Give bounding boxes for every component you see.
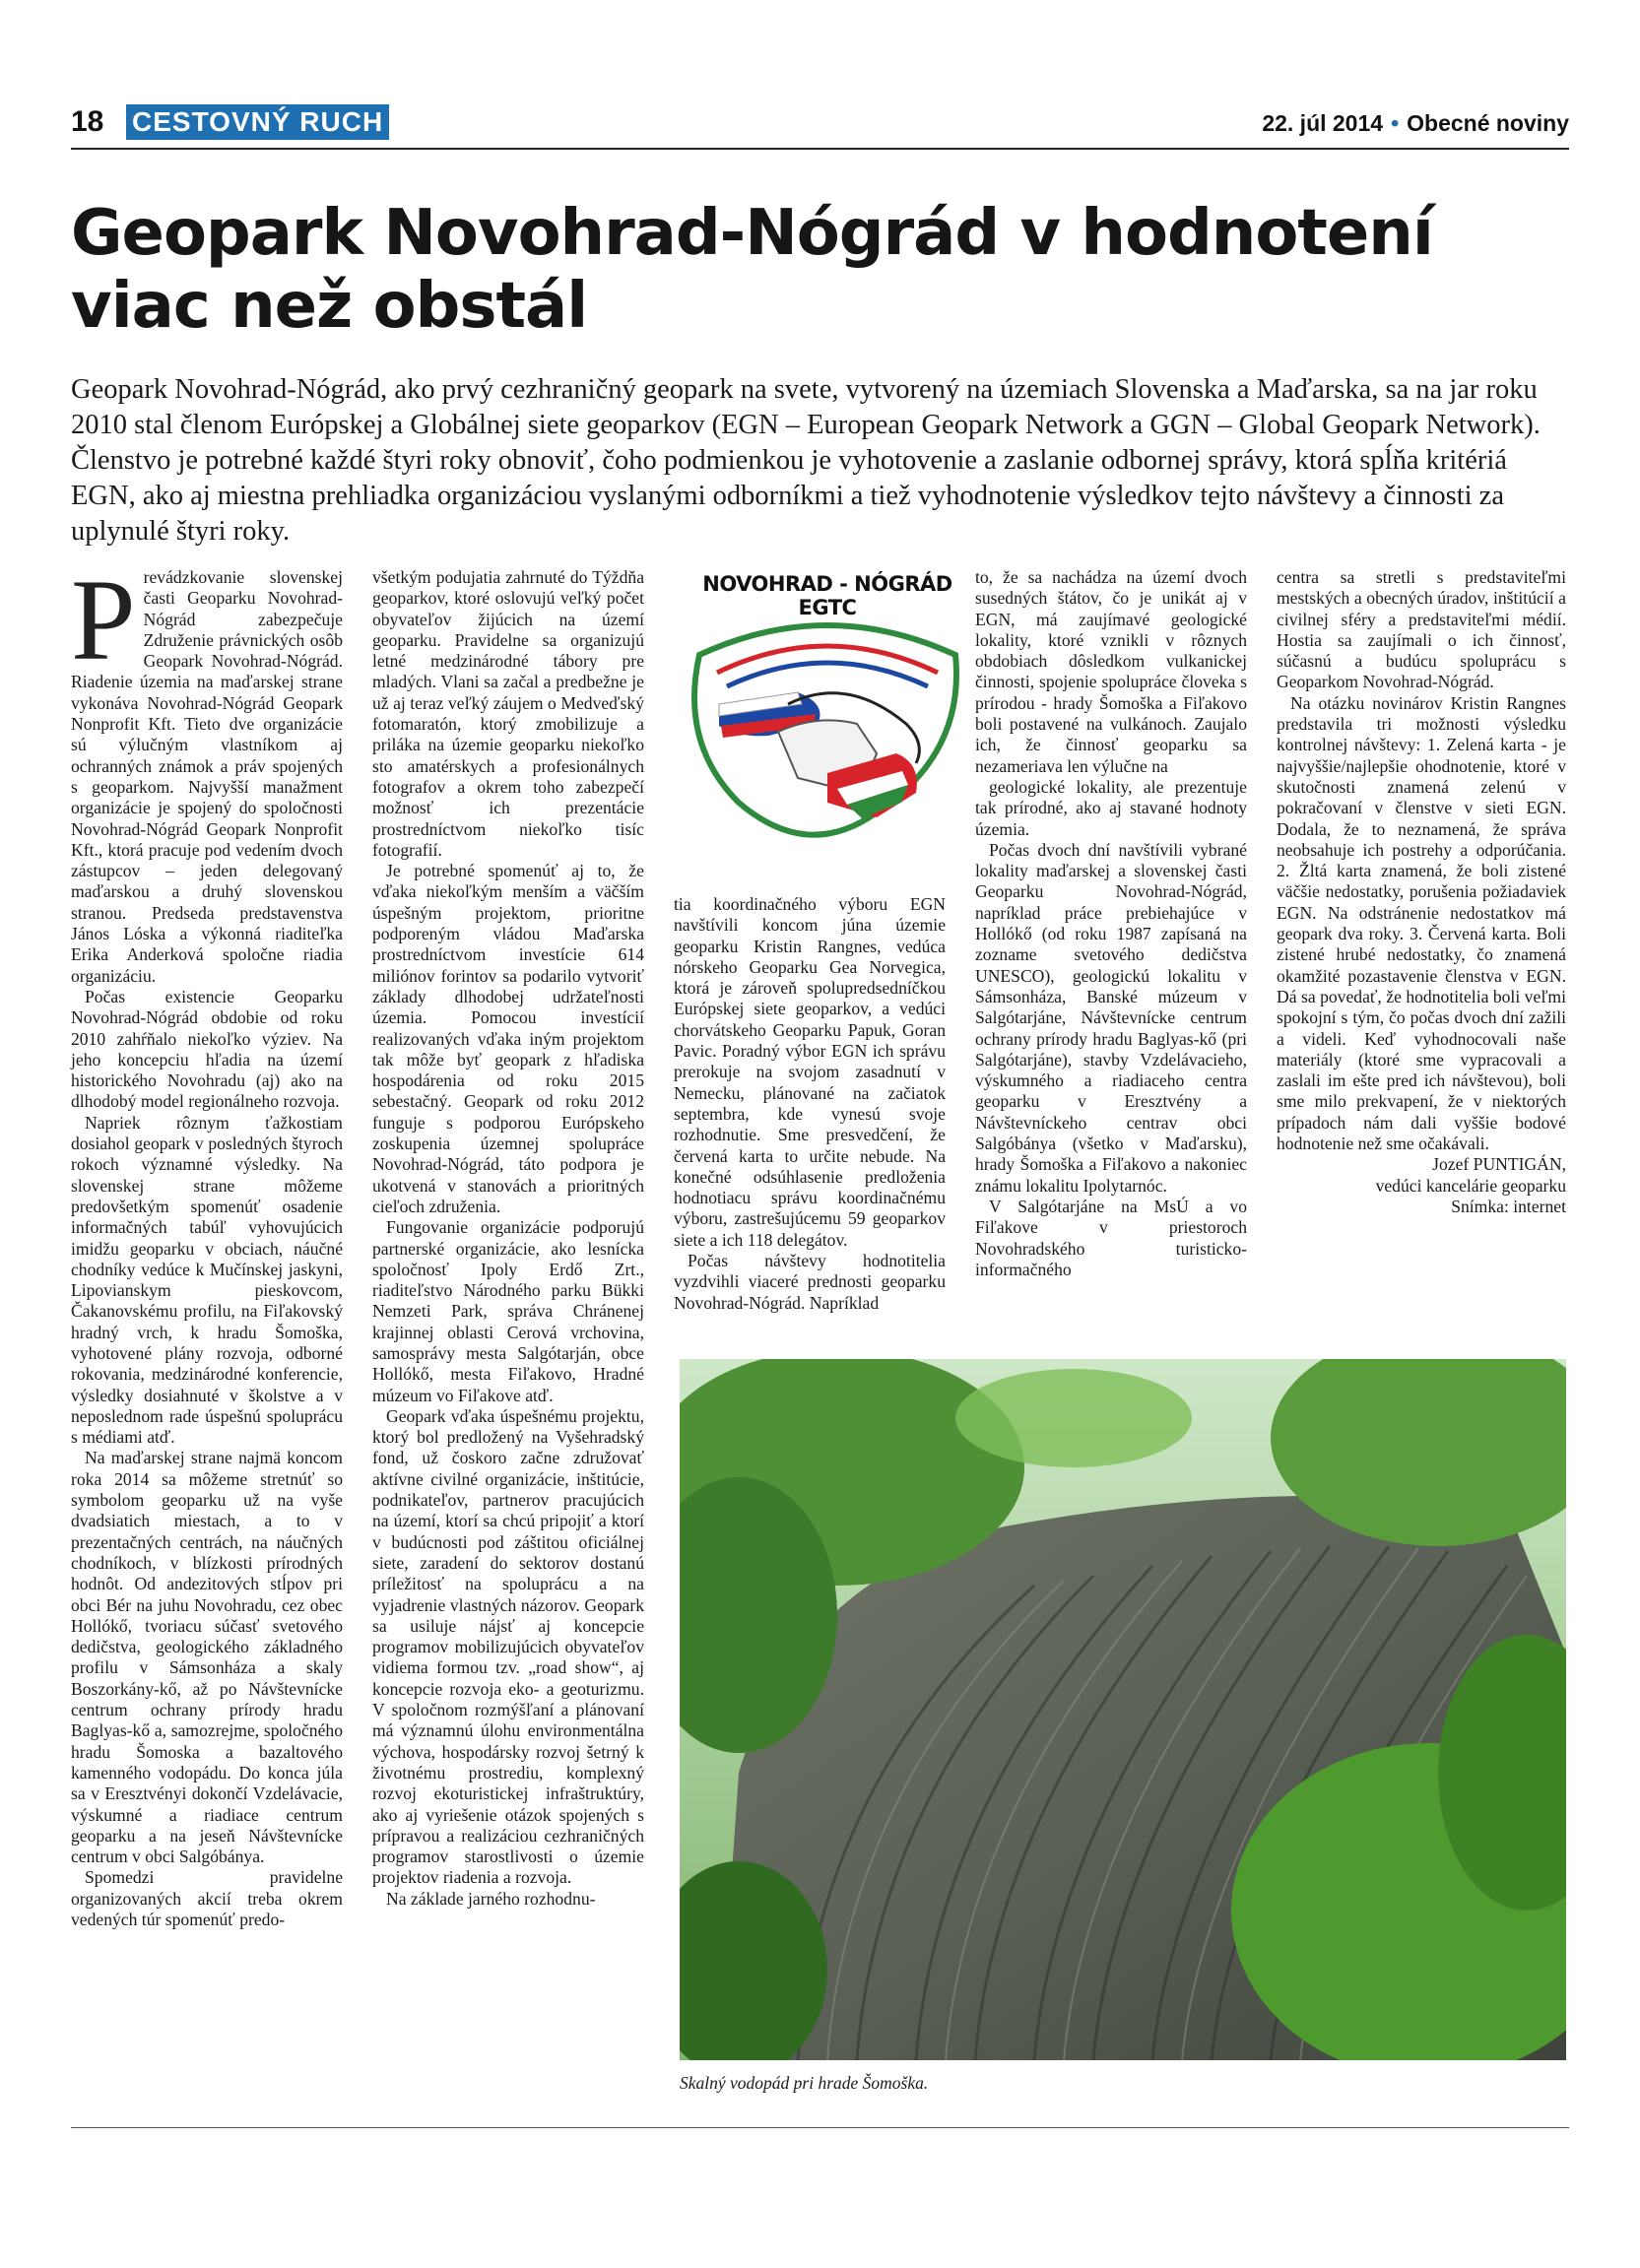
author-name: Jozef PUNTIGÁN, bbox=[1432, 1154, 1566, 1175]
headline-line-2: viac než obstál bbox=[71, 270, 588, 343]
article-lead: Geopark Novohrad-Nógrád, ako prvý cezhraničný geopark na svete, vytvorený na územiach Slovenska a Maďarska, sa na jar roku 2010 stal členom Európskej a Globálnej siete geoparkov (EGN – European Geopark Network a GGN – Global Geopark Network). Členstvo je potrebné každé štyri roky obnoviť, čoho podmienkou je vyhotovenie a zaslanie odbornej správy, ktorá spĺňa kritériá EGN, ako aj miestna prehliadka organizáciou vyslanými odborníkmi a tiež vyhodnotenie výsledkov tejto návštevy a činnosti za uplynulé štyri roky. bbox=[71, 374, 1541, 547]
paragraph: Geopark vďaka úspešnému projektu, ktorý bol predložený na Vyšehradský fond, už čoskoro začne združovať aktívne civilné organizácie, inštitúcie, podnikateľov, partnerov pracujúcich na území, ktorí sa chcú pripojiť a ktorí v budúcnosti pod záštitou oficiálnej siete, zaradení do sektorov dostanú príležitosť na spoluprácu a na vyjadrenie vlastných názorov. Geopark sa usiluje nájsť aj koncepcie programov mobilizujúcich obyvateľov vidiema formou tzv. „road show“, aj koncepcie rozvoja eko- a geoturizmu. V spoločnom rozmýšľaní a plánovaní má významnú úlohu environmentálna výchova, hospodársky rozvoj šetrný k životnému prostrediu, komplexný rozvoj ekoturistickej infraštruktúry, ako aj vyriešenie otázok spojených s prípravou a realizáciou cezhraničných programov starostlivosti o územie projektov riadenia a rozvoja. bbox=[372, 1405, 644, 1888]
paragraph: tia koordinačného výboru EGN navštívili koncom júna územie geoparku Kristin Rangnes, vedúca nórskeho Geoparku Gea Norvegica, ktorá je zároveň spolupredsedníčkou Európskej siete geoparkov, a vedúci chorvátskeho Geoparku Papuk, Goran Pavic. Poradný výbor EGN ich správu prerokuje na svojom zasadnutí v Nemecku, plánované na začiatok septembra, kde vynesú svoje rozhodnutie. Sme presvedčení, že červená karta to určite nebude. Na konečné odsúhlasenie predloženia hodnotiacu správu koordinačnému výboru, zastrešujúcemu 59 geoparkov siete a ich 118 delegátov. bbox=[674, 894, 946, 1250]
separator-dot: • bbox=[1391, 110, 1400, 136]
issue-info bbox=[1262, 108, 1569, 138]
article-column-2 bbox=[372, 567, 644, 1910]
logo-text: NOVOHRAD - NÓGRÁD EGTC bbox=[702, 572, 952, 619]
article-column-1 bbox=[71, 555, 343, 1930]
paragraph: V Salgótarjáne na MsÚ a vo Fiľakove v priestoroch Novohradského turisticko-informačného bbox=[975, 1196, 1247, 1279]
article-headline bbox=[71, 197, 1581, 343]
paragraph: Fungovanie organizácie podporujú partnerské organizácie, ako lesnícka spoločnosť Ipoly Erdő Zrt., riaditeľstvo Národného parku Bükki Nemzeti Park, správa Chránenej krajinnej oblasti Cerová vrchovina, samosprávy mesta Salgótarján, obce Hollókő, mesta Fiľakovo, Hradné múzeum vo Fiľakove atď. bbox=[372, 1217, 644, 1405]
article-column-5 bbox=[1277, 567, 1566, 1217]
drop-cap: P bbox=[71, 555, 136, 684]
paragraph: Počas dvoch dní navštívili vybrané lokality maďarskej a slovenskej časti Geoparku Novohrad-Nógrád, napríklad práce prebiehajúce v Hollókő (od roku 1987 zapísaná na zozname svetového dedičstva UNESCO), geologickú lokalitu v Sámsonháza, Banské múzeum v Salgótarjáne, Návštevnícke centrum ochrany prírody hradu Baglyas-kő (pri Salgótarjáne), stavby Vzdelávacieho, výskumného a riadiaceho centra geoparku v Eresztvény a Návštevníckeho centrav obci Salgóbánya (všetko v Maďarsku), hrady Šomoška a Fiľakovo a nakoniec známu lokalitu Ipolytarnóc. bbox=[975, 839, 1247, 1196]
paragraph: Spomedzi pravidelne organizovaných akcií treba okrem vedených túr spomenúť predo- bbox=[71, 1867, 343, 1929]
geopark-logo bbox=[680, 556, 975, 867]
photo-basalt-waterfall bbox=[680, 1359, 1566, 2060]
page-header bbox=[71, 104, 1569, 148]
paragraph: Na otázku novinárov Kristin Rangnes predstavila tri možnosti výsledku kontrolnej návštevy: 1. Zelená karta - je najvyššie/najlepšie ohodnotenie, ktoré v skutočnosti znamená zelenú v pokračovaní v členstve v sieti EGN. Dodala, že to neznamená, že správa neobsahuje ich postrehy a odporúčania. 2. Žltá karta znamená, že boli zistené väčšie nedostatky, porušenia požiadaviek EGN. Na odstránenie nedostatkov má geopark dva roky. 3. Červená karta. Boli zistené hrubé nedostatky, čo znamená okamžité pozastavenie členstva v EGN. Dá sa povedať, že hodnotitelia boli veľmi spokojní s tým, čo počas dvoch dní zažili a videli. Keď vyhodnocovali naše materiály (ktoré sme vypracovali a zaslali im ešte pred ich návštevou), boli sme milo prekvapení, že v niektorých prípadoch nám dali vyššie bodové hodnotenie než sme očakávali. bbox=[1277, 692, 1566, 1154]
headline-line-1: Geopark Novohrad-Nógrád v hodnotení bbox=[71, 197, 1433, 270]
paragraph: Počas existencie Geoparku Novohrad-Nógrád obdobie od roku 2010 zahŕňalo niekoľko výziev. Na jeho koncepciu hľadia na území historického Novohradu (aj) ako na dlhodobý model regionálneho rozvoja. bbox=[71, 986, 343, 1112]
paragraph: Na maďarskej strane najmä koncom roka 2014 sa môžeme stretnúť so symbolom geoparku už na vyše dvadsiatich miestach, a to v prezentačných centrách, na náučných chodníkoch, v blízkosti prírodných hodnôt. Od andezitových stĺpov pri obci Bér na juhu Novohradu, cez obec Hollókő, tvoriacu súčasť svetového dedičstva, geologického základného profilu v Sámsonháza a skaly Boszorkány-kő, až po Návštevnícke centrum ochrany prírody hradu Baglyas-kő a, samozrejme, spoločného hradu Šomoska a bazaltového kamenného vodopádu. Do konca júla sa v Eresztvényi dokončí Vzdelávacie, výskumné a riadiace centrum geoparku a na jeseň Návštevnícke centrum v obci Salgóbánya. bbox=[71, 1448, 343, 1867]
article-photo bbox=[680, 1359, 1566, 2060]
paragraph: Napriek rôznym ťažkostiam dosiahol geopark v posledných štyroch rokoch významné výsledky. Na slovenskej strane môžeme predovšetkým spomenúť osadenie informačných tabúľ vyhovujúcich imidžu geoparku v obciach, náučné chodníky vedúce k Mučínskej jaskyni, Lipovianskym pieskovcom, Čakanovskému profilu, na Fiľakovský hradný vrch, k hradu Šomoška, vyhotovené plány rozvoja, odborné rokovania, medzinárodné konferencie, výsledky dosiahnuté v školstve a v neposlednom rade úspešnú spoluprácu s médiami atď. bbox=[71, 1112, 343, 1448]
paragraph: Je potrebné spomenúť aj to, že vďaka niekoľkým menším a väčším úspešným projektom, prioritne podporeným vládou Maďarska prostredníctvom investície 614 miliónov forintov sa podarilo vytvoriť základy dlhodobej udržateľnosti územia. Pomocou investícií realizovaných vďaka iným projektom tak môže byť geopark z hľadiska hospodárenia od roku 2015 sebestačný. Geopark od roku 2012 funguje s podporou Európskeho zoskupenia územnej spolupráce Novohrad-Nógrád, táto podpora je ukotvená v stanovách a prioritných cieľoch združenia. bbox=[372, 861, 644, 1216]
paragraph: geologické lokality, ale prezentuje tak prírodné, ako aj stavané hodnoty územia. bbox=[975, 776, 1247, 839]
footer-rule bbox=[71, 2127, 1569, 2128]
photo-credit: Snímka: internet bbox=[1451, 1196, 1566, 1216]
paragraph: centra sa stretli s predstaviteľmi mestských a obecných úradov, inštitúcií a civilnej sféry a predstaviteľmi médií. Hostia sa zaujímali o ich činnosť, súčasnú a budúcu spoluprácu s Geoparkom Novohrad-Nógrád. bbox=[1277, 567, 1566, 692]
page-number: 18 bbox=[71, 105, 104, 138]
issue-date: 22. júl 2014 bbox=[1262, 110, 1384, 136]
photo-caption: Skalný vodopád pri hrade Šomoška. bbox=[680, 2073, 929, 2093]
paragraph: Počas návštevy hodnotitelia vyzdvihli viaceré prednosti geoparku Novohrad-Nógrád. Napríklad bbox=[674, 1251, 946, 1313]
header-rule bbox=[71, 148, 1569, 150]
author-role: vedúci kancelárie geoparku bbox=[1375, 1175, 1566, 1196]
article-column-3 bbox=[674, 894, 946, 1314]
article-column-4 bbox=[975, 567, 1247, 1280]
section-label: CESTOVNÝ RUCH bbox=[126, 104, 389, 140]
paragraph: všetkým podujatia zahrnuté do Týždňa geoparkov, ktoré oslovujú veľký počet obyvateľov žijúcich na území geoparku. Pravidelne sa organizujú letné medzinárodné tábory pre mladých. Vlani sa začal a predbežne je už aj teraz veľký záujem o Medveďský fotomaratón, ktorý zmobilizuje a priláka na územie geoparku niekoľko sto amatérskych a profesionálnych fotografov a okrem toho zabezpečí možnosť ich prezentácie prostredníctvom niekoľko tisíc fotografií. bbox=[372, 567, 644, 860]
publication-name: Obecné noviny bbox=[1407, 110, 1569, 136]
paragraph: Prevádzkovanie slovenskej časti Geoparku Novohrad-Nógrád zabezpečuje Združenie právnických osôb Geopark Novohrad-Nógrád. Riadenie územia na maďarskej strane vykonáva Novohrad-Nógrád Geopark Nonprofit Kft. Tieto dve organizácie sú výlučným vlastníkom aj ochranných známok a práv spojených s geoparkom. Najvyšší manažment organizácie je spojený do spoločnosti Novohrad-Nógrád Geopark Nonprofit Kft., ktorá pracuje pod vedením dvoch zástupcov – jeden delegovaný maďarskou a druhý slovenskou stranou. Predseda predstavenstva János Lóska a výkonná riaditeľka Erika Anderková spoločne riadia organizáciu. bbox=[71, 555, 343, 986]
paragraph: Na základe jarného rozhodnu- bbox=[386, 1888, 596, 1909]
paragraph: to, že sa nachádza na území dvoch susedných štátov, čo je unikát aj v EGN, má zaujímavé geologické lokality, ktoré vznikli v rôznych obdobiach dôsledkom vulkanickej činnosti, spojenie spolupráce človeka s prírodou - hrady Šomoška a Fiľakovo boli postavené na vulkánoch. Zaujalo ich, že činnosť geoparku sa nezameriava len výlučne na bbox=[975, 567, 1247, 776]
